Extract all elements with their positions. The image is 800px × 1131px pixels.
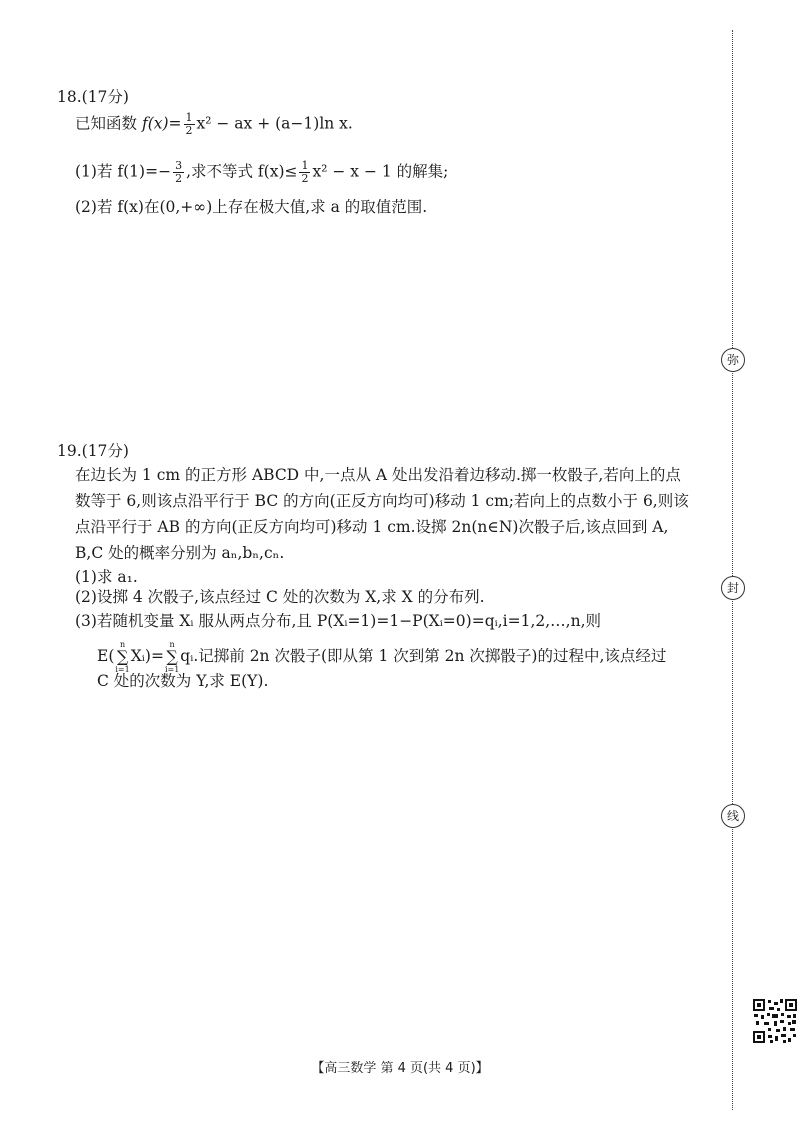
q19-stem-line-3: 点沿平行于 AB 的方向(正反方向均可)移动 1 cm.设掷 2n(n∈N)次骰子后,该点回到 A, [75, 518, 669, 536]
q19-part3-tail: .记掷前 2n 次骰子(即从第 1 次到第 2n 次掷骰子)的过程中,该点经过 [193, 647, 667, 665]
binding-mark-2: 封 [721, 576, 745, 600]
page-footer: 【高三数学 第 4 页(共 4 页)】 [311, 1061, 489, 1076]
q18-part1-mid: ,求不等式 f(x)≤ [186, 162, 298, 181]
q19-part3-line1: (3)若随机变量 Xᵢ 服从两点分布,且 P(Xᵢ=1)=1−P(Xᵢ=0)=qᵢ,i=1,2,…,n,则 [75, 612, 602, 630]
qr-code-icon [752, 998, 798, 1044]
binding-mark-1: 弥 [721, 348, 745, 372]
binding-mark-3: 线 [721, 804, 745, 828]
q19-stem-line-1: 在边长为 1 cm 的正方形 ABCD 中,一点从 A 处出发沿着边移动.掷一枚骰子,若向上的点 [75, 466, 681, 484]
fraction-numerator: 1 [185, 111, 193, 124]
q19-part3-sum2-var: qᵢ [180, 647, 194, 665]
q19-part3-sum1-var: Xᵢ [130, 647, 145, 665]
q19-stem-line-2: 数等于 6,则该点沿平行于 BC 的方向(正反方向均可)移动 1 cm;若向上的点数小于 6,则该 [75, 492, 689, 510]
q18-stem-f: f(x)= [141, 114, 182, 133]
q18-part1-lead: (1)若 f(1)=− [75, 162, 172, 181]
q19-part3-line3: C 处的次数为 Y,求 E(Y). [97, 672, 269, 690]
q18-stem-lead: 已知函数 [75, 114, 138, 133]
q19-part1: (1)求 a₁. [75, 568, 138, 586]
fraction-denominator: 2 [301, 172, 309, 185]
q19-header: 19.(17分) [57, 442, 129, 460]
fraction-numerator: 1 [301, 159, 309, 172]
q18-stem-tail: x² − ax + (a−1)ln x. [196, 114, 353, 133]
sum-upper-limit: n [169, 640, 175, 649]
q18-part1-tail: x² − x − 1 的解集; [312, 162, 449, 181]
fraction-denominator: 2 [175, 172, 183, 185]
q18-header: 18.(17分) [57, 88, 129, 106]
q19-part2: (2)设掷 4 次骰子,该点经过 C 处的次数为 X,求 X 的分布列. [75, 588, 485, 606]
q19-part3-line2 [97, 640, 666, 674]
q18-part2: (2)若 f(x)在(0,+∞)上存在极大值,求 a 的取值范围. [75, 198, 428, 216]
q18-part1 [75, 160, 448, 185]
sum-lower-limit: i=1 [164, 665, 180, 674]
summation-symbol: n ∑ i=1 [164, 640, 180, 674]
q18-stem [75, 112, 353, 137]
q19-part3-lead: E( [97, 647, 115, 665]
q19-part3-mid: )= [144, 647, 164, 665]
sum-lower-limit: i=1 [115, 665, 130, 674]
q18-stem-fraction [184, 112, 195, 137]
q18-part1-fraction1 [173, 160, 184, 185]
q19-stem-line-4: B,C 处的概率分别为 aₙ,bₙ,cₙ. [75, 544, 285, 562]
fraction-numerator: 3 [175, 159, 183, 172]
fraction-denominator: 2 [185, 124, 193, 137]
q18-part1-fraction2 [299, 160, 310, 185]
summation-symbol: n ∑ i=1 [115, 640, 130, 674]
sum-upper-limit: n [119, 640, 126, 649]
binding-dotted-line [732, 30, 733, 1110]
